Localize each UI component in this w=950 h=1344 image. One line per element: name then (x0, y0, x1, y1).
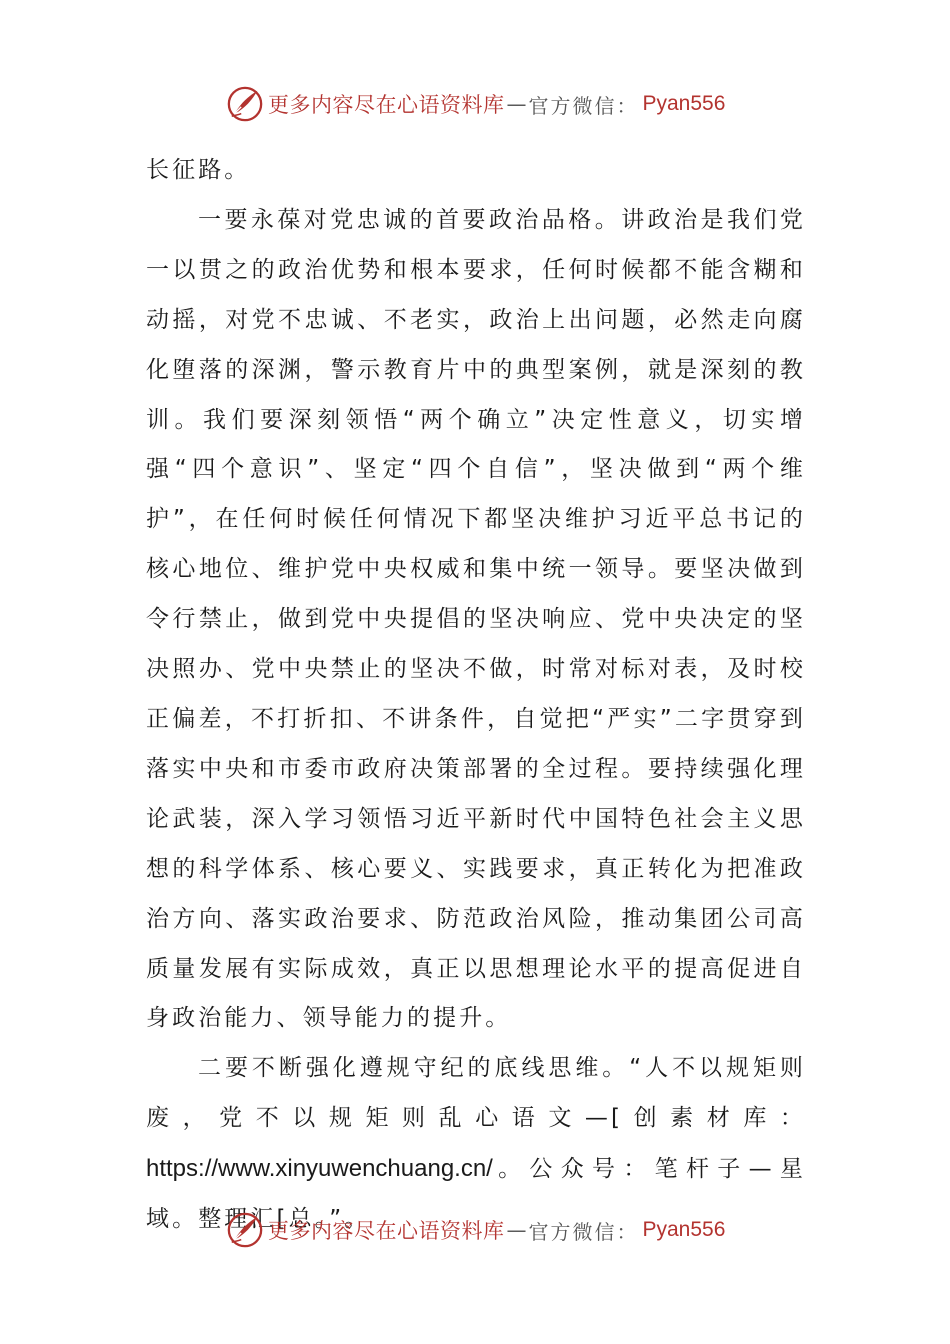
body-text (146, 146, 806, 1245)
quill-pen-logo-icon (226, 1211, 264, 1249)
paragraph-discipline-tail: 。公众号：笔杆子—星域。整理汇[总。”。 (146, 1156, 806, 1233)
footer-wechat-id: Pyan556 (642, 1218, 726, 1241)
footer-dash: — (506, 1218, 527, 1242)
footer-official-label: 官方微信： (528, 1219, 639, 1244)
header-official-label: 官方微信： (528, 93, 639, 118)
source-url: https://www.xinyuwenchuang.cn/ (146, 1155, 493, 1183)
paragraph-loyalty: 一要永葆对党忠诚的首要政治品格。讲政治是我们党一以贯之的政治优势和根本要求，任何时候都不能含糊和动摇，对党不忠诚、不老实，政治上出问题，必然走向腐化堕落的深渊，警示教育片中的典型案例，就是深刻的教训。我们要深刻领悟“两个确立”决定性意义，切实增强“四个意识”、坚定“四个自信”，坚决做到“两个维护”，在任何时候任何情况下都坚决维护习近平总书记的核心地位、维护党中央权威和集中统一领导。要坚决做到令行禁止，做到党中央提倡的坚决响应、党中央决定的坚决照办、党中央禁止的坚决不做，时常对标对表，及时校正偏差，不打折扣、不讲条件，自觉把“严实”二字贯穿到落实中央和市委市政府决策部署的全过程。要持续强化理论武装，深入学习领悟习近平新时代中国特色社会主义思想的科学体系、核心要义、实践要求，真正转化为把准政治方向、落实政治要求、防范政治风险，推动集团公司高质量发展有实际成效，真正以思想理论水平的提高促进自身政治能力、领导能力的提升。 (146, 206, 806, 1032)
paragraph-discipline-text: 二要不断强化遵规守纪的底线思维。“人不以规矩则废，党不以规矩则乱心语文—[创素材库： (146, 1055, 806, 1132)
quill-pen-logo-icon (226, 85, 264, 123)
footer-banner (226, 1210, 725, 1250)
header-banner (226, 84, 725, 124)
header-dash: — (506, 92, 527, 116)
footer-site-name: 更多内容尽在心语资料库 (268, 1219, 505, 1243)
paragraph-continuation: 长征路。 (146, 157, 251, 183)
header-site-name: 更多内容尽在心语资料库 (268, 93, 505, 117)
header-wechat-id: Pyan556 (642, 92, 726, 115)
